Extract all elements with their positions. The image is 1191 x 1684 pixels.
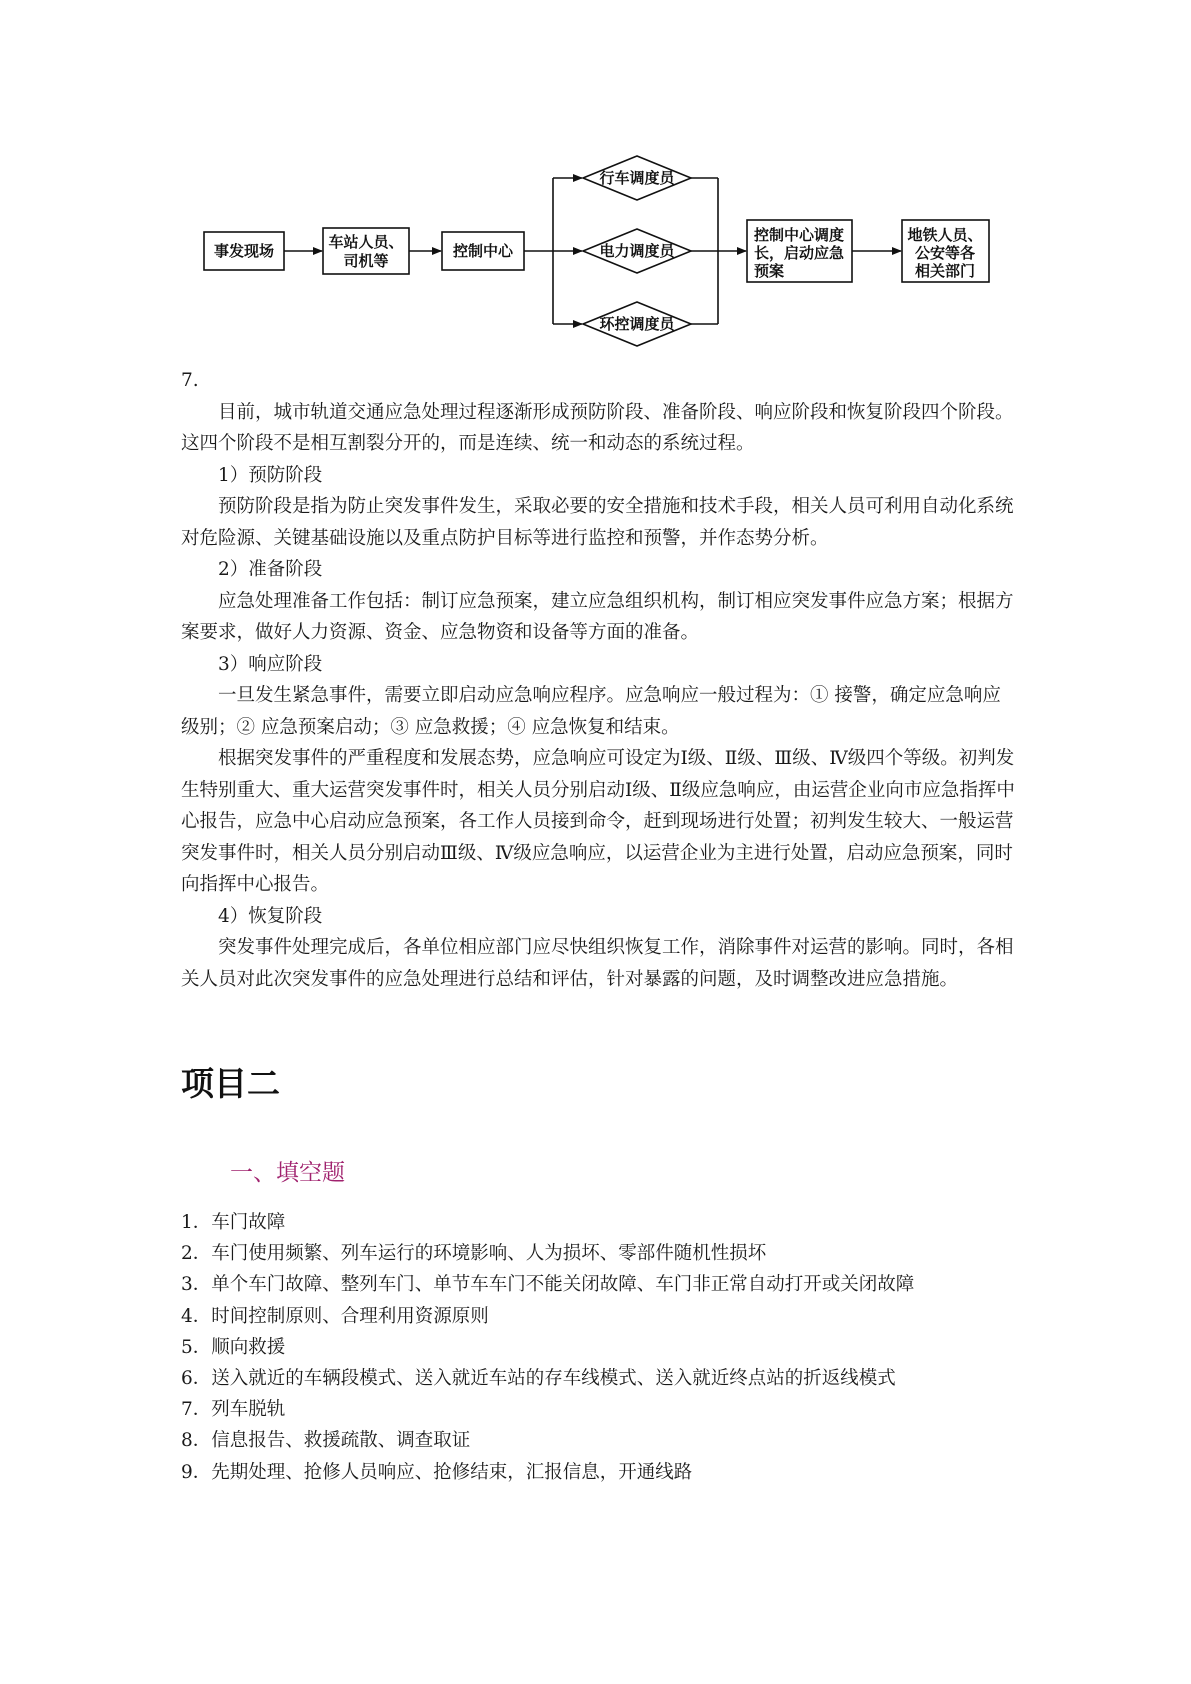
question-number: 7. [181, 370, 199, 391]
label-metro-2: 公安等各 [914, 244, 976, 262]
stage-paragraph: 一旦发生紧急事件，需要立即启动应急响应程序。应急响应一般过程为：① 接警，确定应急响应级别；② 应急预案启动；③ 应急救援；④ 应急恢复和结束。 [181, 685, 1001, 738]
list-item: 7．列车脱轨 [181, 1399, 286, 1421]
label-train-dispatcher: 行车调度员 [599, 169, 675, 187]
stage-paragraph: 突发事件处理完成后，各单位相应部门应尽快组织恢复工作，消除事件对运营的影响。同时，各相关人员对此次突发事件的应急处理进行总结和评估，针对暴露的问题，及时调整改进应急措施。 [181, 937, 1014, 990]
label-metro-3: 相关部门 [914, 262, 976, 280]
list-item: 9．先期处理、抢修人员响应、抢修结束，汇报信息，开通线路 [181, 1461, 693, 1483]
label-env-dispatcher: 环控调度员 [599, 315, 675, 333]
label-station-2: 司机等 [343, 252, 389, 270]
label-station-1: 车站人员、 [328, 233, 404, 251]
list-item: 3．单个车门故障、整列车门、单节车车门不能关闭故障、车门非正常自动打开或关闭故障 [181, 1274, 915, 1296]
answer-list [181, 1207, 1017, 1488]
label-chief-3: 预案 [754, 262, 785, 280]
section-title: 一、填空题 [230, 1160, 345, 1186]
answer-body [181, 365, 1017, 995]
list-item: 4．时间控制原则、合理利用资源原则 [181, 1305, 489, 1327]
list-item: 8．信息报告、救援疏散、调查取证 [181, 1430, 471, 1452]
stage-paragraph: 根据突发事件的严重程度和发展态势，应急响应可设定为Ⅰ级、Ⅱ级、Ⅲ级、Ⅳ级四个等级。初判发生特别重大、重大运营突发事件时，相关人员分别启动Ⅰ级、Ⅱ级应急响应，由运营企业向市应急指挥中心报告，应急中心启动应急预案，各工作人员接到命令，赶到现场进行处置；初判发生较大、一般运营突发事件时，相关人员分别启动Ⅲ级、Ⅳ级应急响应，以运营企业为主进行处置，启动应急预案，同时向指挥中心报告。 [181, 748, 1015, 895]
stage-heading: 1）预防阶段 [218, 464, 323, 486]
label-power-dispatcher: 电力调度员 [599, 242, 675, 260]
stage-paragraph: 应急处理准备工作包括：制订应急预案，建立应急组织机构，制订相应突发事件应急方案；根据方案要求，做好人力资源、资金、应急物资和设备等方面的准备。 [181, 590, 1014, 643]
list-item: 2．车门使用频繁、列车运行的环境影响、人为损坏、零部件随机性损坏 [181, 1243, 767, 1265]
intro-paragraph: 目前，城市轨道交通应急处理过程逐渐形成预防阶段、准备阶段、响应阶段和恢复阶段四个阶段。这四个阶段不是相互割裂分开的，而是连续、统一和动态的系统过程。 [181, 401, 1014, 454]
list-item: 5．顺向救援 [181, 1336, 286, 1358]
label-chief-2: 长，启动应急 [754, 244, 845, 262]
label-metro-1: 地铁人员、 [907, 226, 983, 244]
project-title: 项目二 [181, 1064, 280, 1103]
stage-heading: 4）恢复阶段 [218, 905, 323, 927]
stage-paragraph: 预防阶段是指为防止突发事件发生，采取必要的安全措施和技术手段，相关人员可利用自动化系统对危险源、关键基础设施以及重点防护目标等进行监控和预警，并作态势分析。 [181, 496, 1014, 549]
label-scene: 事发现场 [213, 242, 275, 260]
list-item: 6．送入就近的车辆段模式、送入就近车站的存车线模式、送入就近终点站的折返线模式 [181, 1368, 896, 1390]
label-chief-1: 控制中心调度 [754, 226, 845, 244]
label-control: 控制中心 [452, 242, 514, 260]
emergency-flowchart [196, 150, 1001, 365]
stage-heading: 2）准备阶段 [218, 559, 323, 580]
list-item: 1．车门故障 [181, 1212, 286, 1233]
stage-heading: 3）响应阶段 [218, 653, 323, 675]
